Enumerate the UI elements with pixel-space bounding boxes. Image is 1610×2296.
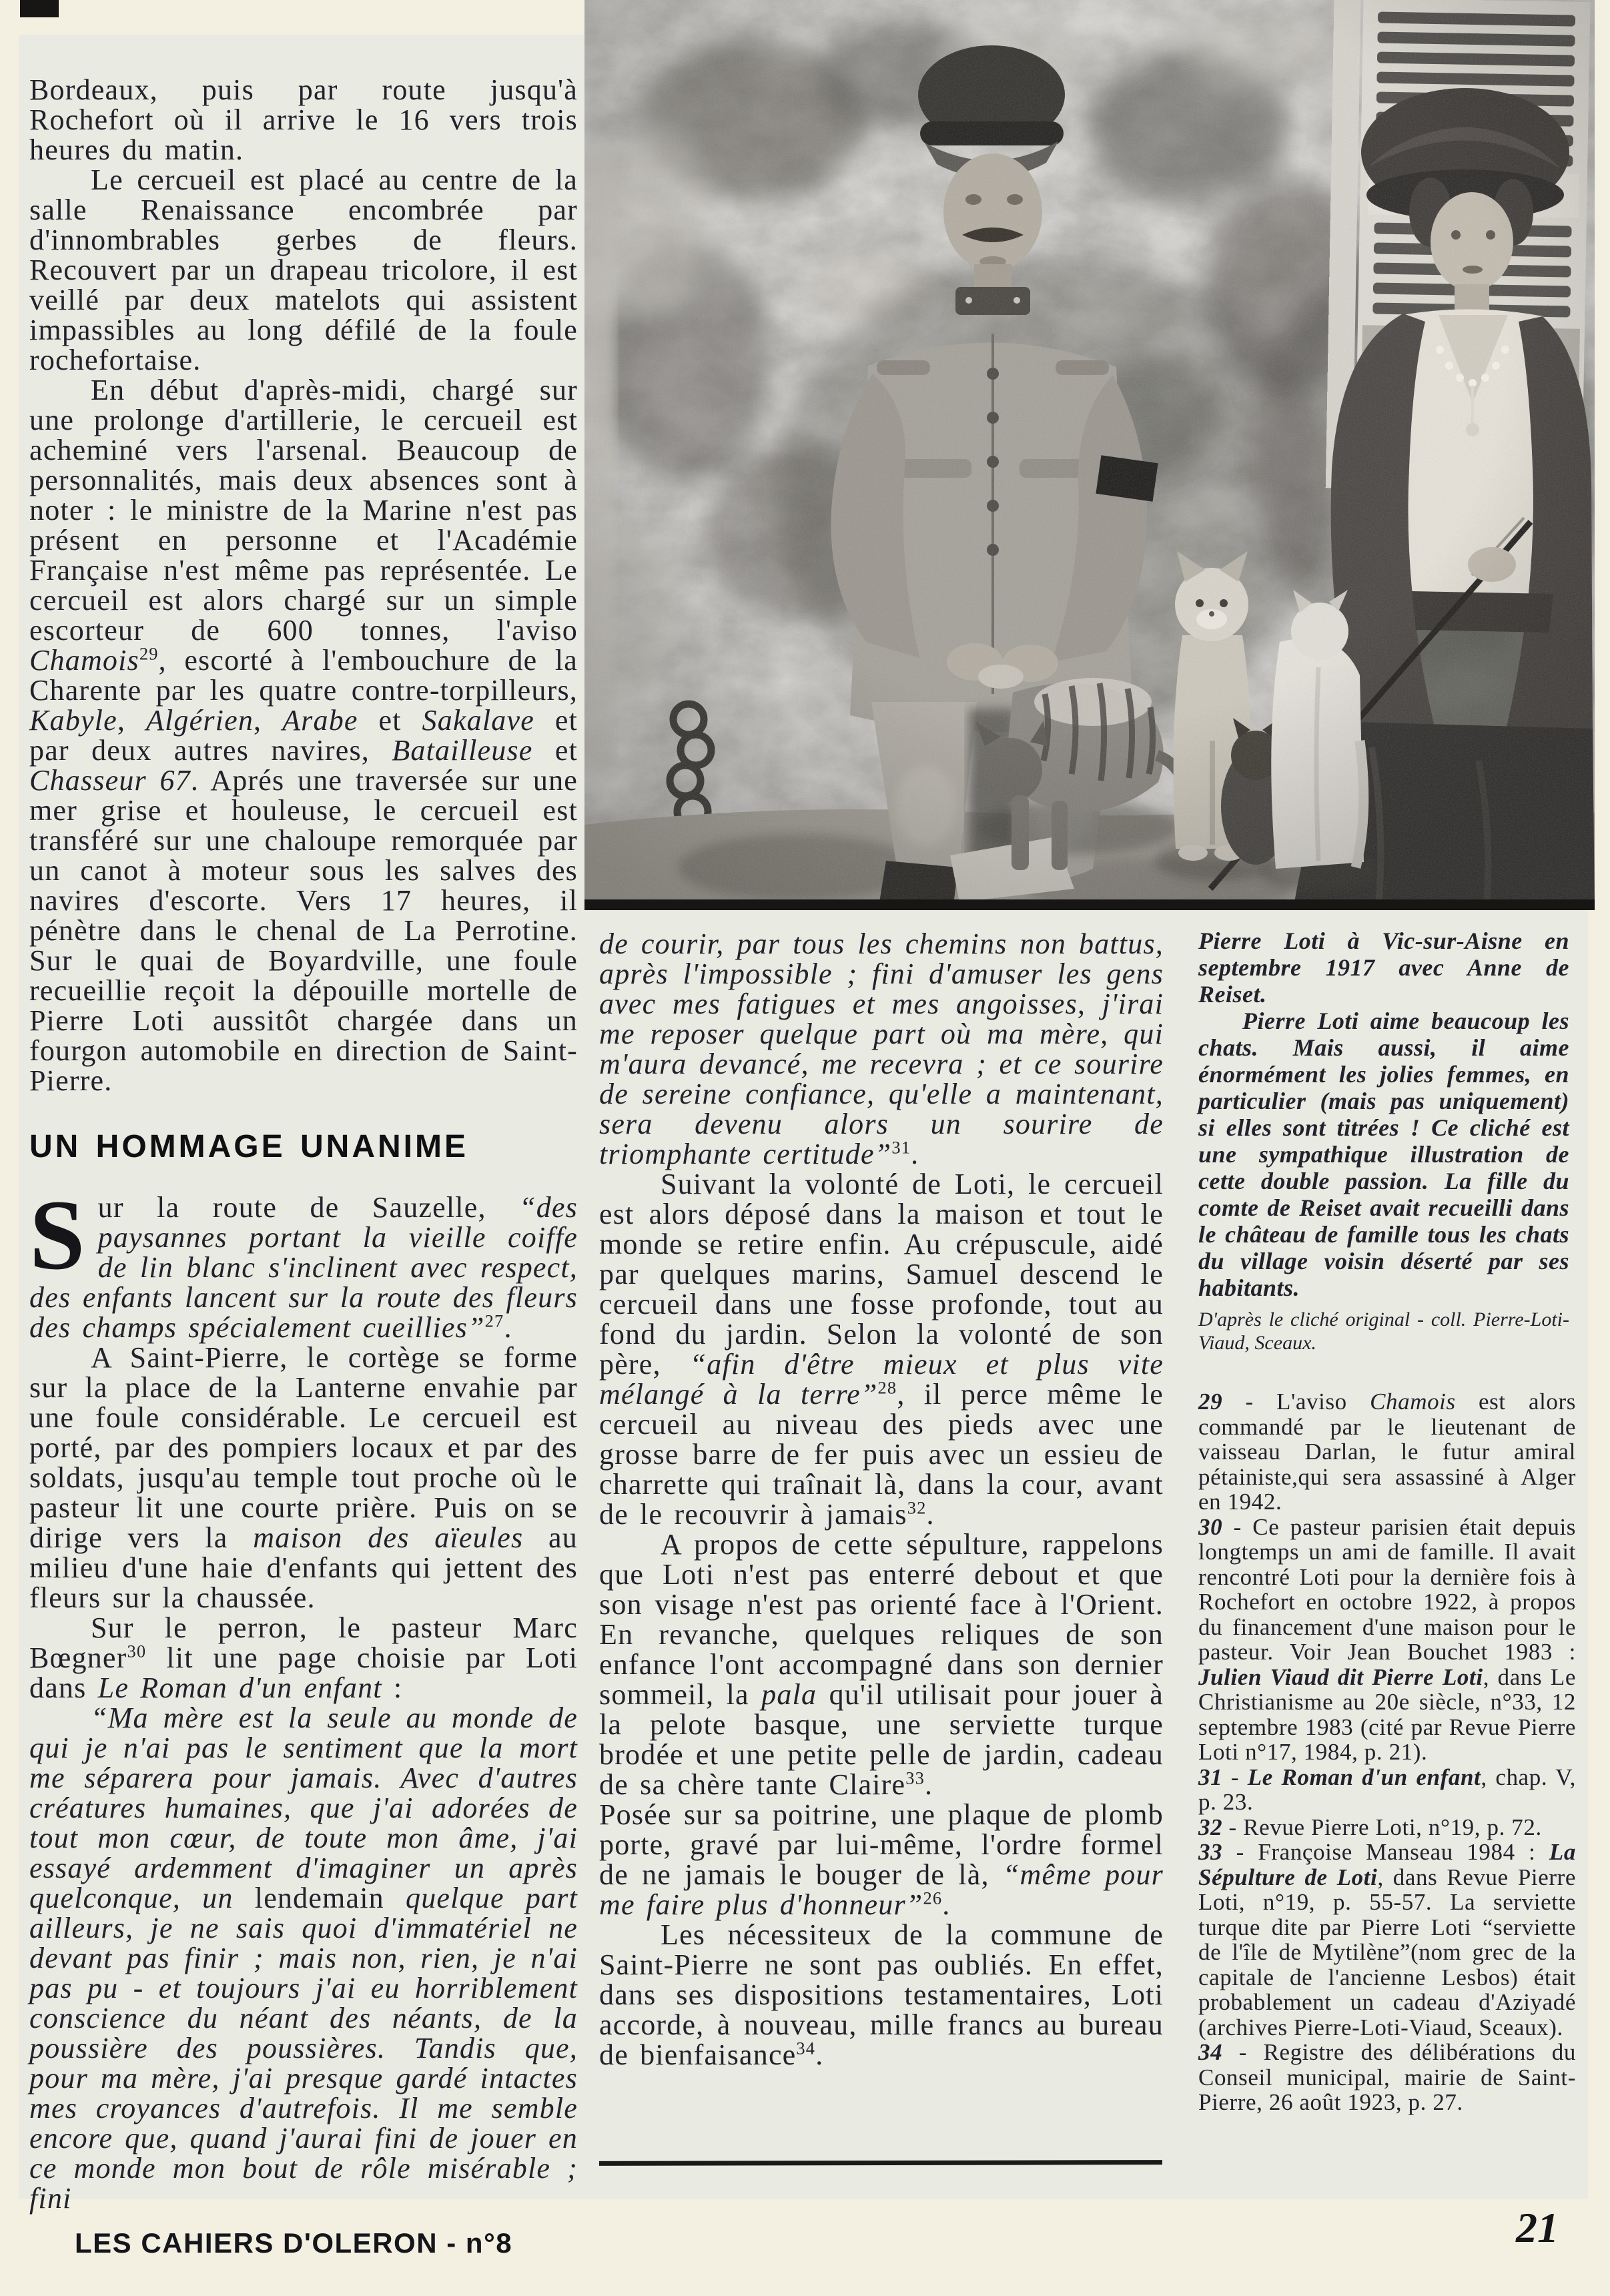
paragraph bbox=[29, 1703, 578, 2213]
footnote-29 bbox=[1198, 1389, 1576, 1515]
photo-pierre-loti-anne-de-reiset bbox=[584, 0, 1595, 910]
text-segment: - Registre des délibérations du Conseil municipal, mairie de Saint-Pierre, 26 août 1923, p. 27. bbox=[1198, 2039, 1576, 2115]
text-segment: Chasseur 67 bbox=[29, 764, 191, 797]
photo-illustration bbox=[584, 0, 1595, 910]
text-segment: En début d'après-midi, chargé sur une prolonge d'artillerie, le cercueil est acheminé vers l'arsenal. Beaucoup de personnalités, mais deux absences sont à noter : le ministre de la Marine n'est pas présent en personne et l'Académie Française n'est même pas représentée. Le cercueil est alors chargé sur un simple escorteur de 600 tonnes, l'aviso bbox=[29, 374, 578, 647]
text-segment: Sakalave bbox=[422, 704, 534, 737]
footnote-reference: 26 bbox=[923, 1888, 943, 1908]
middle-column bbox=[599, 929, 1164, 2070]
text-segment: Les nécessiteux de la commune de Saint-Pierre ne sont pas oubliés. En effet, dans ses dispositions testamentaires, Loti accorde, à nouveau, mille francs au bureau de bienfaisance bbox=[599, 1918, 1164, 2071]
text-segment: Arabe bbox=[282, 704, 358, 737]
text-segment: lit une page choisie par Loti dans bbox=[29, 1641, 578, 1704]
text-segment: Chamois bbox=[1370, 1389, 1456, 1415]
footnote-reference: 33 bbox=[905, 1768, 925, 1788]
text-segment: A propos de cette sépulture, rappelons que Loti n'est pas enterré debout et que son visage n'est pas orienté face à l'Orient. En revanche, quelques reliques de son enfance l'ont accompagné dans son dernier sommeil, la bbox=[599, 1528, 1164, 1711]
text-segment: “même pour me faire plus d'honneur” bbox=[599, 1858, 1164, 1921]
text-segment: Kabyle bbox=[29, 704, 117, 737]
paragraph bbox=[29, 375, 578, 1096]
drop-cap-letter: S bbox=[29, 1180, 86, 1290]
text-segment: . bbox=[815, 2038, 824, 2071]
text-segment: Posée sur sa poitrine, une plaque de plomb porte, gravé par lui-même, l'ordre formel de ne jamais le bouger de là, bbox=[599, 1798, 1164, 1891]
paragraph bbox=[599, 1529, 1164, 1800]
text-segment: “Ma mère est la seule au monde de qui je n'ai pas le sentiment que la mort me séparera pour jamais. Avec d'autres créatures humaines, que j'ai adorées de tout mon cœur, de toute mon âme, j'ai essayé ardemment d'imaginer un après quelconque, un bbox=[29, 1701, 578, 1914]
paragraph bbox=[29, 165, 578, 375]
section-heading: UN HOMMAGE UNANIME bbox=[29, 1129, 468, 1164]
text-segment: Le Roman d'un enfant bbox=[1247, 1764, 1481, 1790]
footnote-reference: 30 bbox=[127, 1641, 147, 1661]
journal-footer: LES CAHIERS D'OLERON - n°8 bbox=[75, 2227, 513, 2259]
text-segment: : bbox=[382, 1671, 403, 1704]
text-segment: 29 bbox=[1198, 1389, 1223, 1415]
text-segment: lendemain bbox=[254, 1882, 384, 1914]
text-segment: Le cercueil est placé au centre de la salle Renaissance encombrée par d'innombrables gerbes de fleurs. Recouvert par un drapeau tricolore, il est veillé par deux matelots qui assistent impassibles au long défilé de la foule rochefortaise. bbox=[29, 163, 578, 376]
text-segment: 30 bbox=[1198, 1513, 1223, 1540]
text-segment: quelque part ailleurs, je ne sais quoi d'immatériel ne devant pas finir ; mais non, rien, je n'ai pas pu - et toujours j'ai eu horriblement conscience du néant des néants, de la poussière des poussières. Tandis que, pour ma mère, j'ai presque gardé intactes mes croyances d'autrefois. Il me semble encore que, quand j'aurai fini de jouer en ce monde mon bout de rôle misérable ; fini bbox=[29, 1882, 578, 2215]
text-segment: , chap. V, p. 23. bbox=[1198, 1764, 1576, 1815]
text-segment: . bbox=[911, 1138, 919, 1170]
halftone-grain bbox=[584, 0, 1595, 910]
text-segment: - Ce pasteur parisien était depuis longtemps un ami de famille. Il avait rencontré Loti pour la dernière fois à Rochefort en octobre 1922, à propos du financement d'une maison pour le pasteur. Voir Jean Bouchet 1983 : bbox=[1198, 1513, 1576, 1665]
text-segment: . bbox=[504, 1311, 512, 1344]
text-segment: , dans Revue Pierre Loti, n°19, p. 55-57. La serviette turque dite par Pierre Loti “serviette de l'île de Mytilène”(nom grec de la capitale de l'ancienne Lesbos) était probablement un cadeau d'Aziyadé (archives Pierre-Loti-Viaud, Sceaux). bbox=[1198, 1864, 1576, 2040]
text-segment: “afin d'être mieux et plus vite mélangé à la terre” bbox=[599, 1348, 1164, 1411]
text-segment: , dans Le Christianisme au 20e siècle, n°33, 12 septembre 1983 (cité par Revue Pierre Loti n°17, 1984, p. 21). bbox=[1198, 1663, 1576, 1765]
footnote-reference: 28 bbox=[877, 1377, 897, 1398]
text-segment: - Revue Pierre Loti, n°19, p. 72. bbox=[1222, 1814, 1542, 1840]
paragraph bbox=[29, 75, 578, 165]
text-segment: . bbox=[926, 1498, 935, 1531]
text-segment: . Aprés une traversée sur une mer grise et houleuse, le cercueil est transféré sur une chaloupe remorquée par un canot à moteur sous les salves des navires d'escorte. Vers 17 heures, il pénètre dans le chenal de La Perrotine. Sur le quai de Boyardville, une foule recueillie reçoit la dépouille mortelle de Pierre Loti aussitôt chargée dans un fourgon automobile en direction de Saint-Pierre. bbox=[29, 764, 578, 1097]
paragraph-dropcap bbox=[29, 1180, 578, 1344]
text-segment: maison des aïeules bbox=[253, 1521, 524, 1554]
text-segment: et par deux autres navires, bbox=[29, 704, 578, 767]
text-segment: 33 bbox=[1198, 1839, 1223, 1865]
text-segment: pala bbox=[761, 1678, 817, 1711]
footnote-reference: 34 bbox=[796, 2038, 816, 2058]
text-segment: Algérien bbox=[145, 704, 254, 737]
text-segment: au milieu d'une haie d'enfants qui jettent des fleurs sur la chaussée. bbox=[29, 1521, 578, 1614]
text-segment: Sur le perron, le pasteur Marc Bœgner bbox=[29, 1611, 578, 1674]
footnote-reference: 31 bbox=[891, 1137, 911, 1158]
paragraph bbox=[599, 1800, 1164, 1920]
text-segment: , bbox=[254, 704, 283, 737]
text-segment: Chamois bbox=[29, 644, 139, 677]
footnote-33 bbox=[1198, 1840, 1576, 2040]
text-segment: , escorté à l'embouchure de la Charente par les quatre contre-torpilleurs, bbox=[29, 644, 578, 707]
text-segment: A Saint-Pierre, le cortège se forme sur la place de la Lanterne envahie par une foule considérable. Le cercueil est porté, par des pompiers locaux et par des soldats, jusqu'au temple tout proche où le pasteur lit une courte prière. Puis on se dirige vers la bbox=[29, 1341, 578, 1554]
paragraph bbox=[599, 929, 1164, 1169]
text-segment: Julien Viaud dit Pierre Loti bbox=[1198, 1663, 1483, 1690]
page-number: 21 bbox=[1516, 2204, 1559, 2251]
footnote-30 bbox=[1198, 1515, 1576, 1765]
footnotes bbox=[1198, 1389, 1576, 2115]
footnote-reference: 29 bbox=[139, 643, 159, 664]
footnote-reference: 27 bbox=[484, 1310, 504, 1331]
text-segment: et bbox=[532, 734, 578, 767]
left-column bbox=[29, 75, 578, 2213]
text-segment: Le Roman d'un enfant bbox=[97, 1671, 382, 1704]
text-segment: de courir, par tous les chemins non battus, après l'impossible ; fini d'amuser les gens avec mes fatigues et mes angoisses, j'irai me reposer quelque part où ma mère, qui m'aura devancé, me recevra ; et ce sourire de sereine confiance, qu'elle a maintenant, sera devenu alors un sourire de triomphante certitude” bbox=[599, 927, 1164, 1170]
text-segment: 31 bbox=[1198, 1764, 1223, 1790]
text-segment: . bbox=[925, 1768, 933, 1801]
text-segment: . bbox=[942, 1888, 951, 1921]
paragraph bbox=[29, 1343, 578, 1613]
text-segment: Suivant la volonté de Loti, le cercueil est alors déposé dans la maison et tout le monde se retire enfin. Au crépuscule, aidé par quelques marins, Samuel descend le cercueil dans une fosse profonde, tout au fond du jardin. Selon la volonté de son père, bbox=[599, 1168, 1164, 1381]
text-segment: “des paysannes portant la vieille coiffe de lin blanc s'inclinent avec respect, des enfants lancent sur la route des fleurs des champs spécialement cueillies” bbox=[29, 1191, 578, 1344]
paragraph bbox=[599, 1169, 1164, 1529]
text-segment: et bbox=[358, 704, 422, 737]
photo-border-bottom bbox=[584, 899, 1595, 910]
paragraph bbox=[29, 1613, 578, 1703]
footnote-reference: 32 bbox=[907, 1497, 927, 1518]
photo-caption bbox=[1198, 927, 1569, 1355]
paragraph-text bbox=[29, 1180, 578, 1344]
text-segment: - bbox=[1222, 1764, 1248, 1790]
photo-credit: D'après le cliché original - coll. Pierre-Loti-Viaud, Sceaux. bbox=[1198, 1308, 1569, 1354]
text-segment: 32 bbox=[1198, 1814, 1223, 1840]
footnote-31 bbox=[1198, 1765, 1576, 1815]
paragraph bbox=[599, 1920, 1164, 2070]
text-segment: qu'il utilisait pour jouer à la pelote basque, une serviette turque brodée et une petite pelle de jardin, cadeau de sa chère tante Claire bbox=[599, 1678, 1164, 1801]
footnote-34 bbox=[1198, 2040, 1576, 2115]
text-segment: Batailleuse bbox=[392, 734, 533, 767]
text-segment: 34 bbox=[1198, 2039, 1223, 2065]
text-segment: , il perce même le cercueil au niveau des pieds avec une grosse barre de fer puis avec un essieu de charrette qui traînait là, dans la cour, avant de le recouvrir à jamais bbox=[599, 1378, 1164, 1531]
text-segment: , bbox=[117, 704, 146, 737]
text-segment: Bordeaux, puis par route jusqu'à Rochefort où il arrive le 16 vers trois heures du matin. bbox=[29, 73, 578, 166]
text-segment: La Sépulture de Loti bbox=[1198, 1839, 1576, 1890]
footnote-32 bbox=[1198, 1815, 1576, 1840]
caption-title: Pierre Loti à Vic-sur-Aisne en septembre 1917 avec Anne de Reiset. bbox=[1198, 927, 1569, 1008]
text-segment: - Françoise Manseau 1984 : bbox=[1222, 1839, 1549, 1865]
caption-body: Pierre Loti aime beaucoup les chats. Mais aussi, il aime énormément les jolies femmes, en particulier (mais pas uniquement) si elles sont titrées ! Ce cliché est une sympathique illustration de cette double passion. La fille du comte de Reiset avait recueilli dans le château de famille tous les chats du village voisin déserté par ses habitants. bbox=[1198, 1008, 1569, 1301]
text-segment: - L'aviso bbox=[1222, 1389, 1370, 1415]
text-segment: ur la route de Sauzelle, bbox=[97, 1191, 520, 1224]
print-registration-mark bbox=[20, 0, 59, 17]
text-segment: est alors commandé par le lieutenant de vaisseau Darlan, le futur amiral pétainiste,qui sera assassiné à Alger en 1942. bbox=[1198, 1389, 1576, 1515]
